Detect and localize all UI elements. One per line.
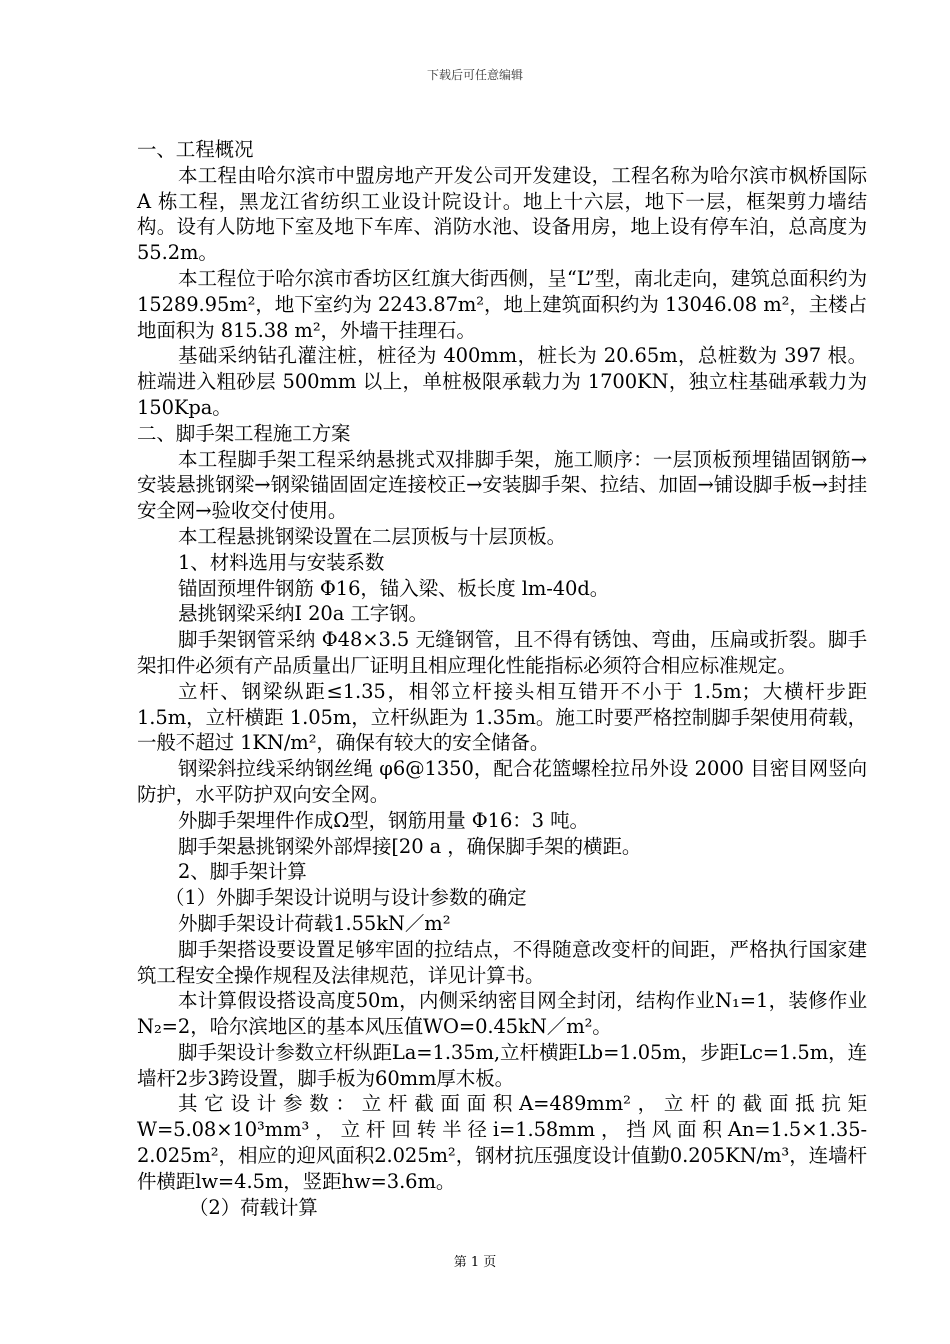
paragraph: 1、材料选用与安装系数 [178, 550, 385, 574]
paragraph: （1）外脚手架设计说明与设计参数的确定 [165, 886, 527, 910]
paragraph: 脚手架搭设要设置足够牢固的拉结点，不得随意改变杆的间距，严格执行国家建筑工程安全操作规程及法律规范，详见计算书。 [137, 937, 867, 987]
paragraph: 本工程位于哈尔滨市香坊区红旗大街西侧，呈“L”型，南北走向，建筑总面积约为 15289.95m²，地下室约为 2243.87m²，地上建筑面积约为 13046.08 m²，主楼占地面积为 815.38 m²，外墙干挂理石。 [137, 266, 867, 342]
paragraph: 二、脚手架工程施工方案 [137, 421, 351, 445]
paragraph: 钢梁斜拉线采纳钢丝绳 φ6@1350，配合花篮螺栓拉吊外设 2000 目密目网竖向防护，水平防护双向安全网。 [137, 757, 867, 806]
paragraph: 脚手架钢管采纳 Φ48×3.5 无缝钢管，且不得有锈蚀、弯曲，压扁或折裂。脚手架扣件必须有产品质量出厂证明且相应理化性能指标必须符合相应标准规定。 [137, 628, 867, 677]
paragraph: 本工程脚手架工程采纳悬挑式双排脚手架，施工顺序：一层顶板预埋锚固钢筋→安装悬挑钢梁→钢梁锚固固定连接校正→安装脚手架、拉结、加固→铺设脚手板→封挂安全网→验收交付使用。 [137, 447, 867, 523]
paragraph: 脚手架悬挑钢梁外部焊接[20 a ，确保脚手架的横距。 [178, 834, 642, 858]
paragraph: 其它设计参数：立杆截面面积A=489mm²，立杆的截面抵抗矩W=5.08×10³mm³，立杆回转半径i=1.58mm，挡风面积An=1.5×1.35-2.025m²，相应的迎风面积2.025m²，钢材抗压强度设计值勤0.205KN/m³，连墙杆件横距lw=4.5m，竖距hw=3.6m。 [137, 1092, 867, 1193]
paragraph: 脚手架设计参数立杆纵距La=1.35m,立杆横距Lb=1.05m，步距Lc=1.5m，连墙杆2步3跨设置，脚手板为60mm厚木板。 [137, 1040, 867, 1090]
paragraph: 2、脚手架计算 [178, 860, 307, 884]
paragraph: 本工程悬挑钢梁设置在二层顶板与十层顶板。 [178, 524, 567, 548]
document-body [137, 137, 867, 1220]
paragraph: 本工程由哈尔滨市中盟房地产开发公司开发建设，工程名称为哈尔滨市枫桥国际 A 栋工程，黑龙江省纺织工业设计院设计。地上十六层，地下一层，框架剪力墙结构。设有人防地下室及地下车库、消防水池、设备用房，地上设有停车泊，总高度为 55.2m。 [137, 163, 867, 265]
paragraph: 本计算假设搭设高度50m，内侧采纳密目网全封闭，结构作业N₁=1，装修作业N₂=2，哈尔滨地区的基本风压值WO=0.45kN／m²。 [137, 989, 867, 1039]
paragraph: 一、工程概况 [137, 138, 254, 161]
paragraph: 锚固预埋件钢筋 Φ16，锚入梁、板长度 lm-40d。 [178, 576, 610, 600]
paragraph: 悬挑钢梁采纳Ⅰ 20a 工字钢。 [178, 602, 428, 626]
page-footer: 第 1 页 [453, 1255, 497, 1270]
paragraph: （2）荷载计算 [189, 1195, 318, 1219]
paragraph: 立杆、钢梁纵距≤1.35，相邻立杆接头相互错开不小于 1.5m；大横杆步距 1.5m，立杆横距 1.05m，立杆纵距为 1.35m。施工时要严格控制脚手架使用荷载，一般不超过 1KN/m²，确保有较大的安全储备。 [137, 679, 867, 755]
paragraph: 基础采纳钻孔灌注桩，桩径为 400mm，桩长为 20.65m，总桩数为 397 根。桩端进入粗砂层 500mm 以上，单桩极限承载力为 1700KN，独立柱基础承载力为 150Kpa。 [137, 344, 867, 419]
paragraph: 外脚手架设计荷载1.55kN／m² [178, 911, 451, 935]
paragraph: 外脚手架埋件作成Ω型，钢筋用量 Φ16：3 吨。 [178, 808, 589, 832]
page-header: 下载后可任意编辑 [426, 68, 523, 82]
